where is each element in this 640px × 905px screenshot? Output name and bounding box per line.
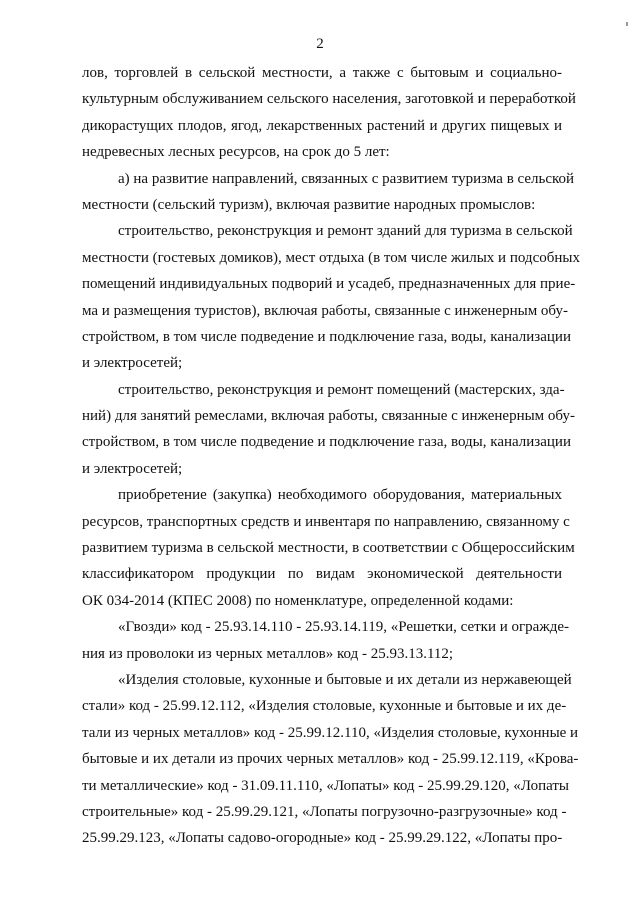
text-line: а) на развитие направлений, связанных с развитием туризма в сельской <box>118 170 575 187</box>
text-line: приобретение (закупка) необходимого оборудования, материальных <box>118 487 562 504</box>
text-line: ресурсов, транспортных средств и инвентаря по направлению, связанному с <box>82 513 570 530</box>
text-line: местности (сельский туризм), включая развитие народных промыслов: <box>82 196 536 213</box>
text-line: и электросетей; <box>82 460 183 477</box>
text-line: культурным обслуживанием сельского населения, заготовкой и переработкой <box>82 91 576 108</box>
text-line: «Изделия столовые, кухонные и бытовые и их детали из нержавеющей <box>118 671 572 688</box>
text-line: строительство, реконструкция и ремонт зданий для туризма в сельской <box>118 223 573 240</box>
text-line: классификатором продукции по видам экономической деятельности <box>82 566 562 583</box>
text-line: ма и размещения туристов), включая работы, связанные с инженерным обу- <box>82 302 568 319</box>
document-body <box>82 60 580 852</box>
text-line: и электросетей; <box>82 355 183 372</box>
scan-artifact <box>626 22 628 26</box>
text-line: ний) для занятий ремеслами, включая работы, связанные с инженерным обу- <box>82 408 575 425</box>
text-line: строительные» код - 25.99.29.121, «Лопаты погрузочно-разгрузочные» код - <box>82 803 567 820</box>
page-number: 2 <box>316 36 324 52</box>
text-line: лов, торговлей в сельской местности, а также с бытовым и социально- <box>82 65 562 81</box>
text-line: стройством, в том числе подведение и подключение газа, воды, канализации <box>82 328 571 345</box>
text-line: «Гвозди» код - 25.93.14.110 - 25.93.14.119, «Решетки, сетки и огражде- <box>118 619 569 636</box>
text-line: стройством, в том числе подведение и подключение газа, воды, канализации <box>82 434 571 451</box>
text-line: недревесных лесных ресурсов, на срок до 5 лет: <box>82 144 390 161</box>
text-line: помещений индивидуальных подворий и усадеб, предназначенных для прие- <box>82 276 576 293</box>
text-line: ния из проволоки из черных металлов» код - 25.93.13.112; <box>82 645 454 662</box>
text-line: 25.99.29.123, «Лопаты садово-огородные» код - 25.99.29.122, «Лопаты про- <box>82 830 563 847</box>
text-line: развитием туризма в сельской местности, в соответствии с Общероссийским <box>82 540 575 557</box>
text-line: бытовые и их детали из прочих черных металлов» код - 25.99.12.119, «Крова- <box>82 751 579 768</box>
text-line: строительство, реконструкция и ремонт помещений (мастерских, зда- <box>118 381 565 398</box>
text-line: дикорастущих плодов, ягод, лекарственных растений и других пищевых и <box>82 117 562 134</box>
text-line: ти металлические» код - 31.09.11.110, «Лопаты» код - 25.99.29.120, «Лопаты <box>82 777 570 794</box>
text-line: местности (гостевых домиков), мест отдыха (в том числе жилых и подсобных <box>82 249 580 266</box>
text-line: ОК 034-2014 (КПЕС 2008) по номенклатуре, определенной кодами: <box>82 592 514 609</box>
text-line: стали» код - 25.99.12.112, «Изделия столовые, кухонные и бытовые и их де- <box>82 698 567 715</box>
text-line: тали из черных металлов» код - 25.99.12.110, «Изделия столовые, кухонные и <box>82 724 579 741</box>
